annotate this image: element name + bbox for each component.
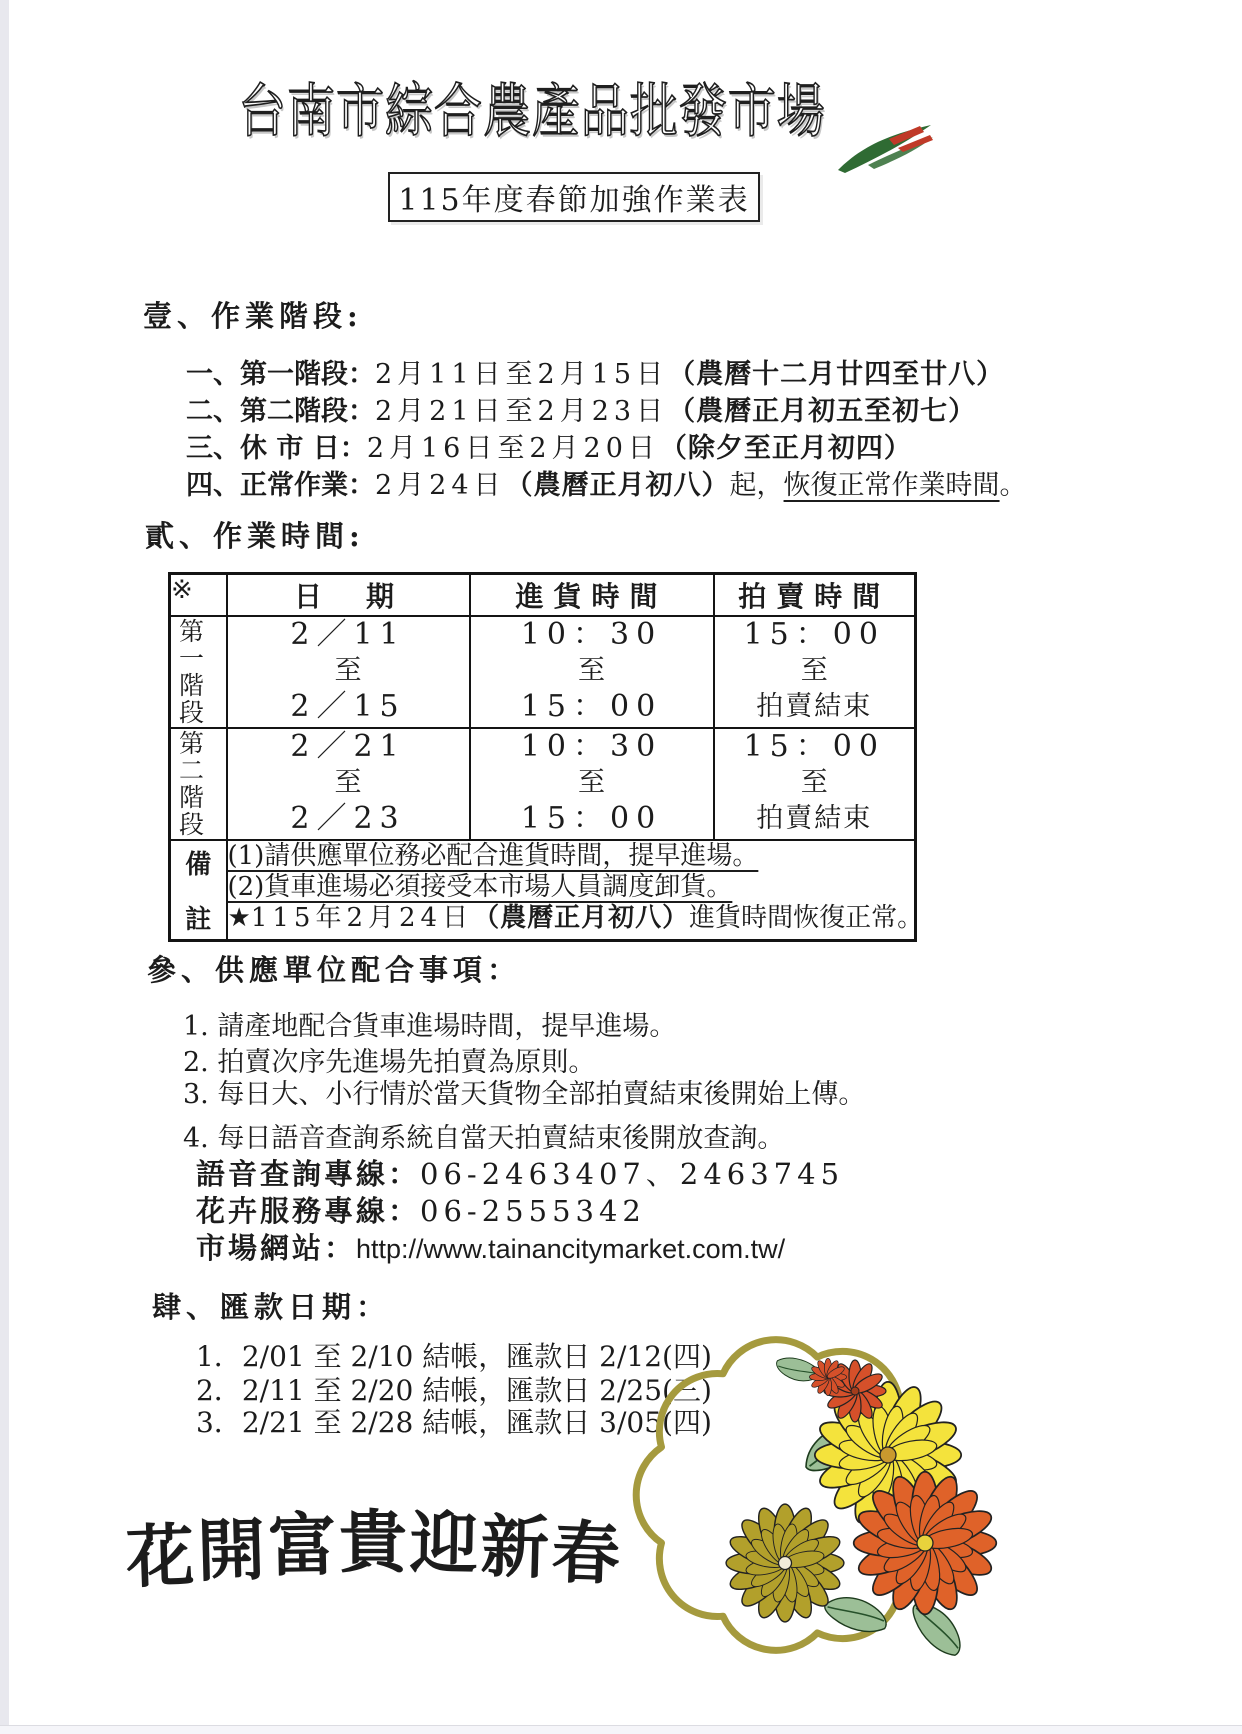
col-header-auction: 拍賣時間 — [714, 574, 916, 617]
row1-auction-cell — [714, 616, 916, 728]
website-url: http://www.tainancitymarket.com.tw/ — [356, 1234, 786, 1264]
slogan-char: 春 — [550, 1512, 625, 1596]
operations-table — [168, 572, 924, 942]
slogan-char: 花 — [124, 1515, 199, 1599]
row1-inbound-cell — [470, 616, 714, 728]
row2-date-start: 2／21 — [290, 729, 406, 764]
section3-heading: 參、供應單位配合事項： — [147, 953, 522, 987]
website-line — [196, 1226, 785, 1267]
supplier-item-2: 2. 拍賣次序先進場先拍賣為原則。 — [183, 1047, 596, 1078]
row1-inbound-to: 至 — [578, 655, 605, 686]
phase1-lunar: （農曆十二月廿四至廿八） — [668, 359, 1005, 390]
chrysanthemum-illustration — [620, 1315, 960, 1675]
col-header-inbound: 進貨時間 — [470, 574, 714, 617]
website-label: 市場網站： — [196, 1231, 357, 1265]
leaf — [821, 1590, 891, 1638]
note-3 — [227, 903, 924, 934]
row2-auction-end: 拍賣結束 — [756, 803, 873, 834]
row1-auction-to: 至 — [800, 655, 828, 686]
flower-hotline-label: 花卉服務專線： — [196, 1194, 421, 1228]
phase1-label: 一、第一階段： — [186, 359, 375, 390]
phase2-line — [186, 389, 976, 428]
table-row — [170, 616, 916, 728]
flower-hotline-number: 06-2555342 — [420, 1194, 646, 1228]
note-1: (1)請供應單位務必配合進貨時間，提早進場。 — [227, 841, 759, 871]
leaf — [905, 1595, 970, 1663]
table-corner-mark: ※ — [170, 574, 227, 617]
voice-hotline-label: 語音查詢專線： — [196, 1157, 421, 1191]
olive-flower-center — [779, 1557, 792, 1570]
note-3-lunar: （農曆正月初八） — [473, 903, 690, 933]
row2-date-cell — [227, 728, 470, 840]
voice-hotline-number: 06-2463407、2463745 — [420, 1157, 845, 1191]
orange-flower-center — [917, 1535, 933, 1551]
scan-edge-bottom — [0, 1725, 1242, 1734]
table-row — [170, 728, 916, 840]
section4-heading: 肆、匯款日期： — [152, 1290, 391, 1324]
slogan-char: 迎 — [409, 1503, 482, 1585]
closed-days-dates: 2月16日至2月20日 — [366, 433, 660, 464]
slogan-char: 貴 — [339, 1503, 411, 1583]
new-year-slogan — [124, 1496, 625, 1599]
notes-label-top: 備 — [185, 850, 212, 880]
section2-heading: 貳、作業時間: — [145, 519, 365, 553]
notes-label-bottom: 註 — [185, 905, 212, 935]
note-3-date: 115年2月24日 — [250, 903, 474, 933]
row2-auction-cell — [714, 728, 916, 840]
phase2-dates: 2月21日至2月23日 — [375, 396, 669, 427]
row1-date-cell — [227, 616, 470, 728]
row2-label: 第二階段 — [179, 729, 205, 839]
row2-inbound-to: 至 — [578, 767, 605, 798]
slogan-char: 開 — [196, 1510, 270, 1592]
table-notes-row — [170, 840, 916, 941]
slogan-char: 富 — [267, 1505, 340, 1587]
remittance-item-3: 3．2/21 至 2/28 結帳，匯款日 3/05(四) — [196, 1406, 712, 1439]
note-3-rest: 進貨時間恢復正常。 — [689, 903, 924, 933]
slogan-char: 新 — [479, 1507, 553, 1589]
normal-ops-underlined: 恢復正常作業時間 — [783, 470, 1000, 501]
remittance-item-2: 2．2/11 至 2/20 結帳，匯款日 2/25(三) — [196, 1374, 712, 1407]
phase2-label: 二、第二階段： — [186, 396, 375, 427]
note-2: (2)貨車進場必須接受本市場人員調度卸貨。 — [227, 872, 733, 902]
row2-auction-start: 15：00 — [743, 729, 885, 764]
row1-label-cell — [170, 616, 227, 728]
normal-ops-end: 。 — [999, 470, 1027, 501]
row2-inbound-start: 10：30 — [520, 729, 663, 764]
row1-auction-end: 拍賣結束 — [756, 691, 873, 722]
row1-date-to: 至 — [334, 655, 362, 686]
normal-ops-lunar: （農曆正月初八） — [505, 470, 730, 501]
closed-days-line — [186, 426, 912, 465]
row1-label: 第一階段 — [179, 617, 205, 727]
section1-heading: 壹、作業階段: — [143, 299, 363, 333]
table-header-row — [170, 574, 916, 617]
supplier-item-1: 1. 請產地配合貨車進場時間，提早進場。 — [183, 1011, 677, 1042]
phase2-lunar: （農曆正月初五至初七） — [668, 396, 977, 427]
row1-inbound-end: 15：00 — [520, 689, 663, 724]
small-red-flower-center — [851, 1387, 859, 1395]
row2-date-to: 至 — [334, 767, 362, 798]
row2-inbound-cell — [470, 728, 714, 840]
row1-date-end: 2／15 — [290, 689, 406, 724]
phase1-dates: 2月11日至2月15日 — [375, 359, 669, 390]
notes-cell — [227, 840, 924, 941]
supplier-item-3: 3. 每日大、小行情於當天貨物全部拍賣結束後開始上傳。 — [183, 1079, 866, 1110]
notes-label-cell — [170, 840, 227, 941]
normal-ops-date: 2月24日 — [375, 470, 506, 501]
flower-hotline-line — [196, 1189, 646, 1230]
normal-ops-line — [186, 463, 1027, 502]
phase1-line — [186, 352, 1004, 391]
closed-days-label: 三、休 市 日： — [186, 433, 367, 464]
row2-inbound-end: 15：00 — [520, 801, 663, 836]
normal-ops-label: 四、正常作業： — [186, 470, 375, 501]
row2-date-end: 2／23 — [290, 801, 406, 836]
market-logo-icon — [832, 120, 938, 180]
subtitle-box — [388, 172, 760, 222]
scan-edge-left — [0, 0, 9, 1734]
voice-hotline-line — [196, 1152, 844, 1193]
row2-label-cell — [170, 728, 227, 840]
row2-auction-to: 至 — [800, 767, 828, 798]
row1-inbound-start: 10：30 — [520, 617, 663, 652]
star-mark: ★ — [227, 903, 251, 933]
col-header-date: 日 期 — [227, 574, 470, 617]
row1-date-start: 2／11 — [290, 617, 406, 652]
subtitle-text: 115年度春節加強作業表 — [398, 183, 750, 218]
yellow-flower-center — [880, 1447, 896, 1463]
remittance-item-1: 1．2/01 至 2/10 結帳，匯款日 2/12(四) — [196, 1340, 712, 1373]
normal-ops-mid: 起， — [729, 470, 784, 501]
supplier-item-4: 4. 每日語音查詢系統自當天拍賣結束後開放查詢。 — [183, 1123, 785, 1154]
closed-days-lunar: （除夕至正月初四） — [659, 433, 912, 464]
page-title: 台南市綜合農產品批發市場 — [238, 77, 826, 145]
row1-auction-start: 15：00 — [743, 617, 885, 652]
